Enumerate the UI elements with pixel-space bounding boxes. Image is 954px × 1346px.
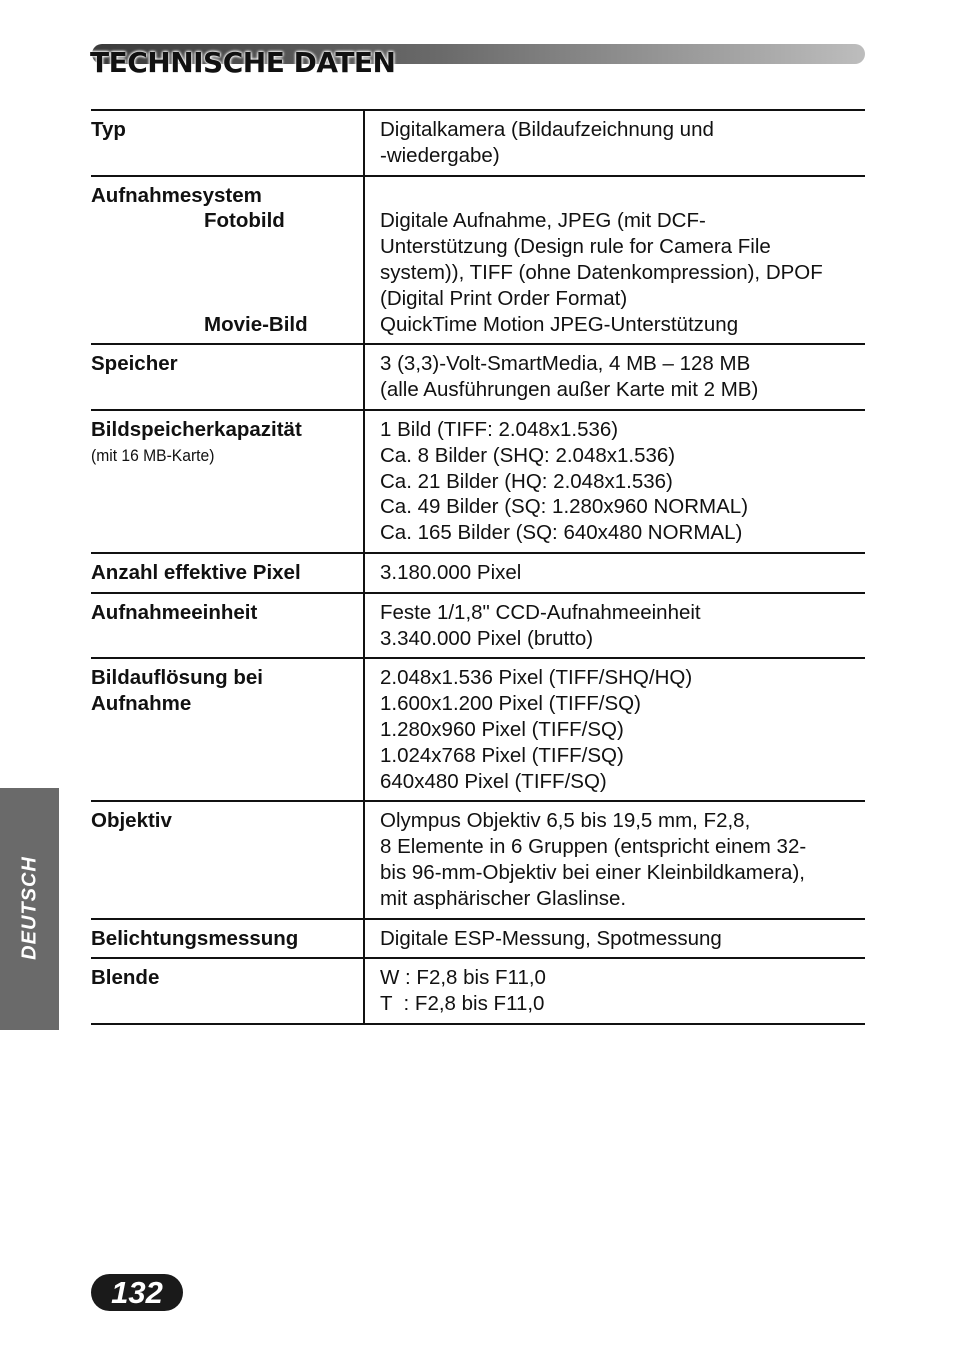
spec-row-blende (91, 958, 865, 1024)
spec-value-line: Unterstützung (Design rule for Camera File (380, 235, 771, 259)
spec-value-line: mit asphärischer Glaslinse. (380, 886, 627, 910)
spec-label: Belichtungsmessung (91, 926, 299, 950)
spec-label-note: (mit 16 MB-Karte) (91, 445, 215, 465)
spec-value-line: Ca. 165 Bilder (SQ: 640x480 NORMAL) (380, 521, 743, 545)
spec-value (364, 110, 865, 176)
language-tab-label: DEUTSCH (18, 856, 41, 960)
spec-value-line: bis 96-mm-Objektiv bei einer Kleinbildkamera), (380, 860, 805, 884)
page-title: TECHNISCHE DATEN (90, 46, 396, 79)
spec-value-line: W : F2,8 bis F11,0 (380, 966, 546, 990)
spec-label (91, 410, 364, 553)
spec-value-line: 8 Elemente in 6 Gruppen (entspricht einem 32- (380, 835, 807, 859)
spec-value (364, 958, 865, 1024)
spec-row-anzahl-effektive-pixel (91, 553, 865, 593)
spec-value-line: 3.340.000 Pixel (brutto) (380, 626, 594, 650)
spec-value-line: Ca. 49 Bilder (SQ: 1.280x960 NORMAL) (380, 495, 749, 519)
spec-label: Speicher (91, 352, 178, 376)
spec-value-line: Ca. 21 Bilder (HQ: 2.048x1.536) (380, 469, 673, 493)
spec-label (91, 176, 364, 345)
spec-value (364, 593, 865, 659)
spec-value-line: Feste 1/1,8" CCD-Aufnahmeeinheit (380, 600, 701, 624)
spec-sublabel-fotobild: Fotobild (204, 209, 285, 233)
spec-label-line: Aufnahme (91, 692, 192, 716)
spec-value (364, 658, 865, 801)
spec-row-belichtungsmessung (91, 919, 865, 959)
spec-value-line: Ca. 8 Bilder (SHQ: 2.048x1.536) (380, 443, 676, 467)
spec-table (91, 109, 865, 1025)
spec-value-line: 3 (3,3)-Volt-SmartMedia, 4 MB – 128 MB (380, 352, 751, 376)
spec-value-line: Digitale ESP-Messung, Spotmessung (380, 926, 722, 950)
spec-value-line: T : F2,8 bis F11,0 (380, 992, 545, 1016)
page-number-badge: 132 (91, 1274, 183, 1311)
spec-value-line: 3.180.000 Pixel (380, 560, 522, 584)
spec-row-aufnahmesystem (91, 176, 865, 345)
spec-value-line: Olympus Objektiv 6,5 bis 19,5 mm, F2,8, (380, 809, 751, 833)
spec-value-line: 1.280x960 Pixel (TIFF/SQ) (380, 717, 624, 741)
spec-label-line: Bildauflösung bei (91, 666, 263, 690)
spec-value (364, 410, 865, 553)
spec-label: Objektiv (91, 809, 172, 833)
spec-row-speicher (91, 344, 865, 410)
spec-label (91, 658, 364, 801)
spec-value-line: 640x480 Pixel (TIFF/SQ) (380, 769, 607, 793)
spec-row-aufnahmeeinheit (91, 593, 865, 659)
spec-value-line: QuickTime Motion JPEG-Unterstützung (380, 312, 739, 336)
spec-row-typ (91, 110, 865, 176)
spec-value-line: 1 Bild (TIFF: 2.048x1.536) (380, 417, 619, 441)
spec-sublabel-movie-bild: Movie-Bild (204, 312, 308, 336)
spec-label-main: Aufnahmesystem (91, 183, 262, 207)
spec-value-line: system)), TIFF (ohne Datenkompression), DPOF (380, 260, 823, 284)
spec-value (364, 553, 865, 593)
spec-value-line: Digitale Aufnahme, JPEG (mit DCF- (380, 209, 706, 233)
spec-value-line: (Digital Print Order Format) (380, 286, 628, 310)
spec-value-line: 1.024x768 Pixel (TIFF/SQ) (380, 743, 624, 767)
spec-value-line: Digitalkamera (Bildaufzeichnung und (380, 118, 714, 141)
spec-value-line: (alle Ausführungen außer Karte mit 2 MB) (380, 378, 759, 402)
spec-value-line: -wiedergabe) (380, 143, 500, 167)
spec-value (364, 919, 865, 959)
spec-row-objektiv (91, 801, 865, 918)
spec-value (364, 801, 865, 918)
spec-label: Aufnahmeeinheit (91, 600, 258, 624)
spec-value-line: 1.600x1.200 Pixel (TIFF/SQ) (380, 692, 641, 716)
spec-label: Anzahl effektive Pixel (91, 560, 301, 584)
spec-label: Blende (91, 966, 160, 990)
spec-label-main: Bildspeicherkapazität (91, 417, 302, 441)
spec-value (364, 176, 865, 345)
spec-value-line: 2.048x1.536 Pixel (TIFF/SHQ/HQ) (380, 666, 693, 690)
spec-row-bildspeicherkapazitaet (91, 410, 865, 553)
spec-label: Typ (91, 118, 126, 141)
spec-value (364, 344, 865, 410)
spec-row-bildaufloesung (91, 658, 865, 801)
